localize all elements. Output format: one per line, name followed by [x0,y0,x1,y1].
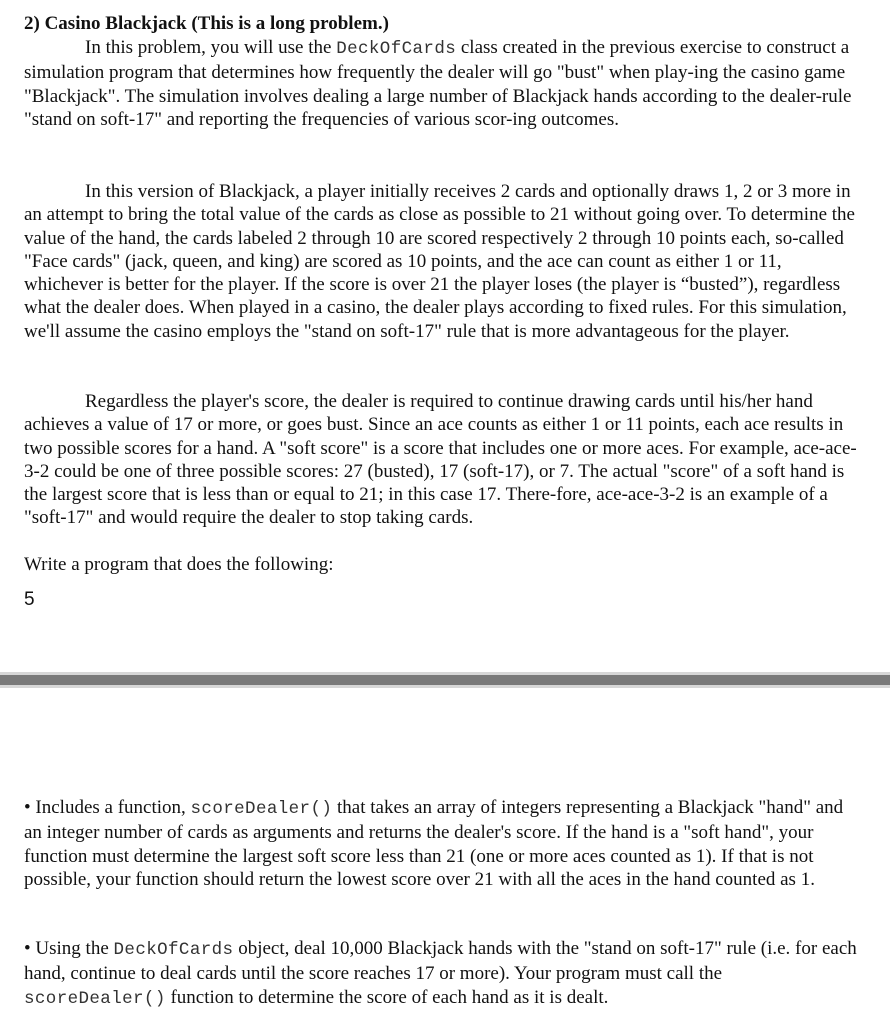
dealer-paragraph [24,390,859,530]
score-dealer-bullet [24,796,859,891]
scoredealer-call-code: scoreDealer() [24,988,166,1009]
write-program-prompt [24,553,859,576]
bullet-marker: • [24,797,31,818]
rules-paragraph [24,180,859,343]
page-divider-bar [0,675,890,685]
rules-text: In this version of Blackjack, a player initially receives 2 cards and optionally draws 1, 2 or 3 more in an attempt to bring the total value of the cards as close as possible to 21 without going over. To determine the value of the hand, the cards labeled 2 through 10 are scored respectively 2 through 10 points each, so-called "Face cards" (jack, queen, and king) are scored as 10 points, and the ace can count as either 1 or 11, whichever is better for the player. If the score is over 21 the player loses (the player is “busted”), regardless what the dealer does. When played in a casino, the dealer plays according to fixed rules. For this simulation, we'll assume the casino employs the "stand on soft-17" rule that is more advantageous for the player. [24,181,855,342]
bullet1-text-start: Includes a function, [30,797,191,818]
bullet2-text-end: function to determine the score of each hand as it is dealt. [165,986,609,1008]
intro-text-end: class created in the previous exercise to construct a simulation program that determines how frequently the dealer will go "bust" when play-ing the casino game "Blackjack". The simulation involves dealing a large number of Blackjack hands according to the dealer-rule "stand on soft-17" and reporting the frequencies of various scor-ing outcomes. [24,37,852,130]
write-program-text: Write a program that does the following: [24,554,334,575]
deckofcards-code: DeckOfCards [336,39,457,59]
page-number: 5 [24,589,35,610]
simulation-bullet [24,937,859,1011]
scoredealer-code: scoreDealer() [190,799,333,819]
bullet2-text-start: Using the [30,938,114,959]
problem-heading [24,12,859,36]
deckofcards-object-code: DeckOfCards [113,940,234,960]
bullet-marker: • [24,938,31,959]
problem-heading-text: 2) Casino Blackjack (This is a long problem.) [24,13,389,34]
dealer-text: Regardless the player's score, the dealer is required to continue drawing cards until his/her hand achieves a value of 17 or more, or goes bust. Since an ace counts as either 1 or 11 points, each ace results in two possible scores for a hand. A "soft score" is a score that includes one or more aces. For example, ace-ace-3-2 could be one of three possible scores: 27 (busted), 17 (soft-17), or 7. The actual "score" of a soft hand is the largest score that is less than or equal to 21; in this case 17. There-fore, ace-ace-3-2 is an example of a "soft-17" and would require the dealer to stop taking cards. [24,391,857,529]
intro-paragraph [24,36,859,131]
intro-text-start: In this problem, you will use the [85,37,337,58]
bullet2-text-middle: object, deal 10,000 Blackjack hands with the "stand on soft-17" rule (i.e. for each hand, continue to deal cards until the score reaches 17 or more). Your program must call the [24,938,857,985]
page-divider [0,672,890,688]
bullet1-text-end: that takes an array of integers representing a Blackjack "hand" and an integer number of cards as arguments and returns the dealer's score. If the hand is a "soft hand", your function must determine the largest soft score less than 21 (one or more aces counted as 1). If that is not possible, your function should return the lowest score over 21 with all the aces in the hand counted as 1. [24,797,844,890]
